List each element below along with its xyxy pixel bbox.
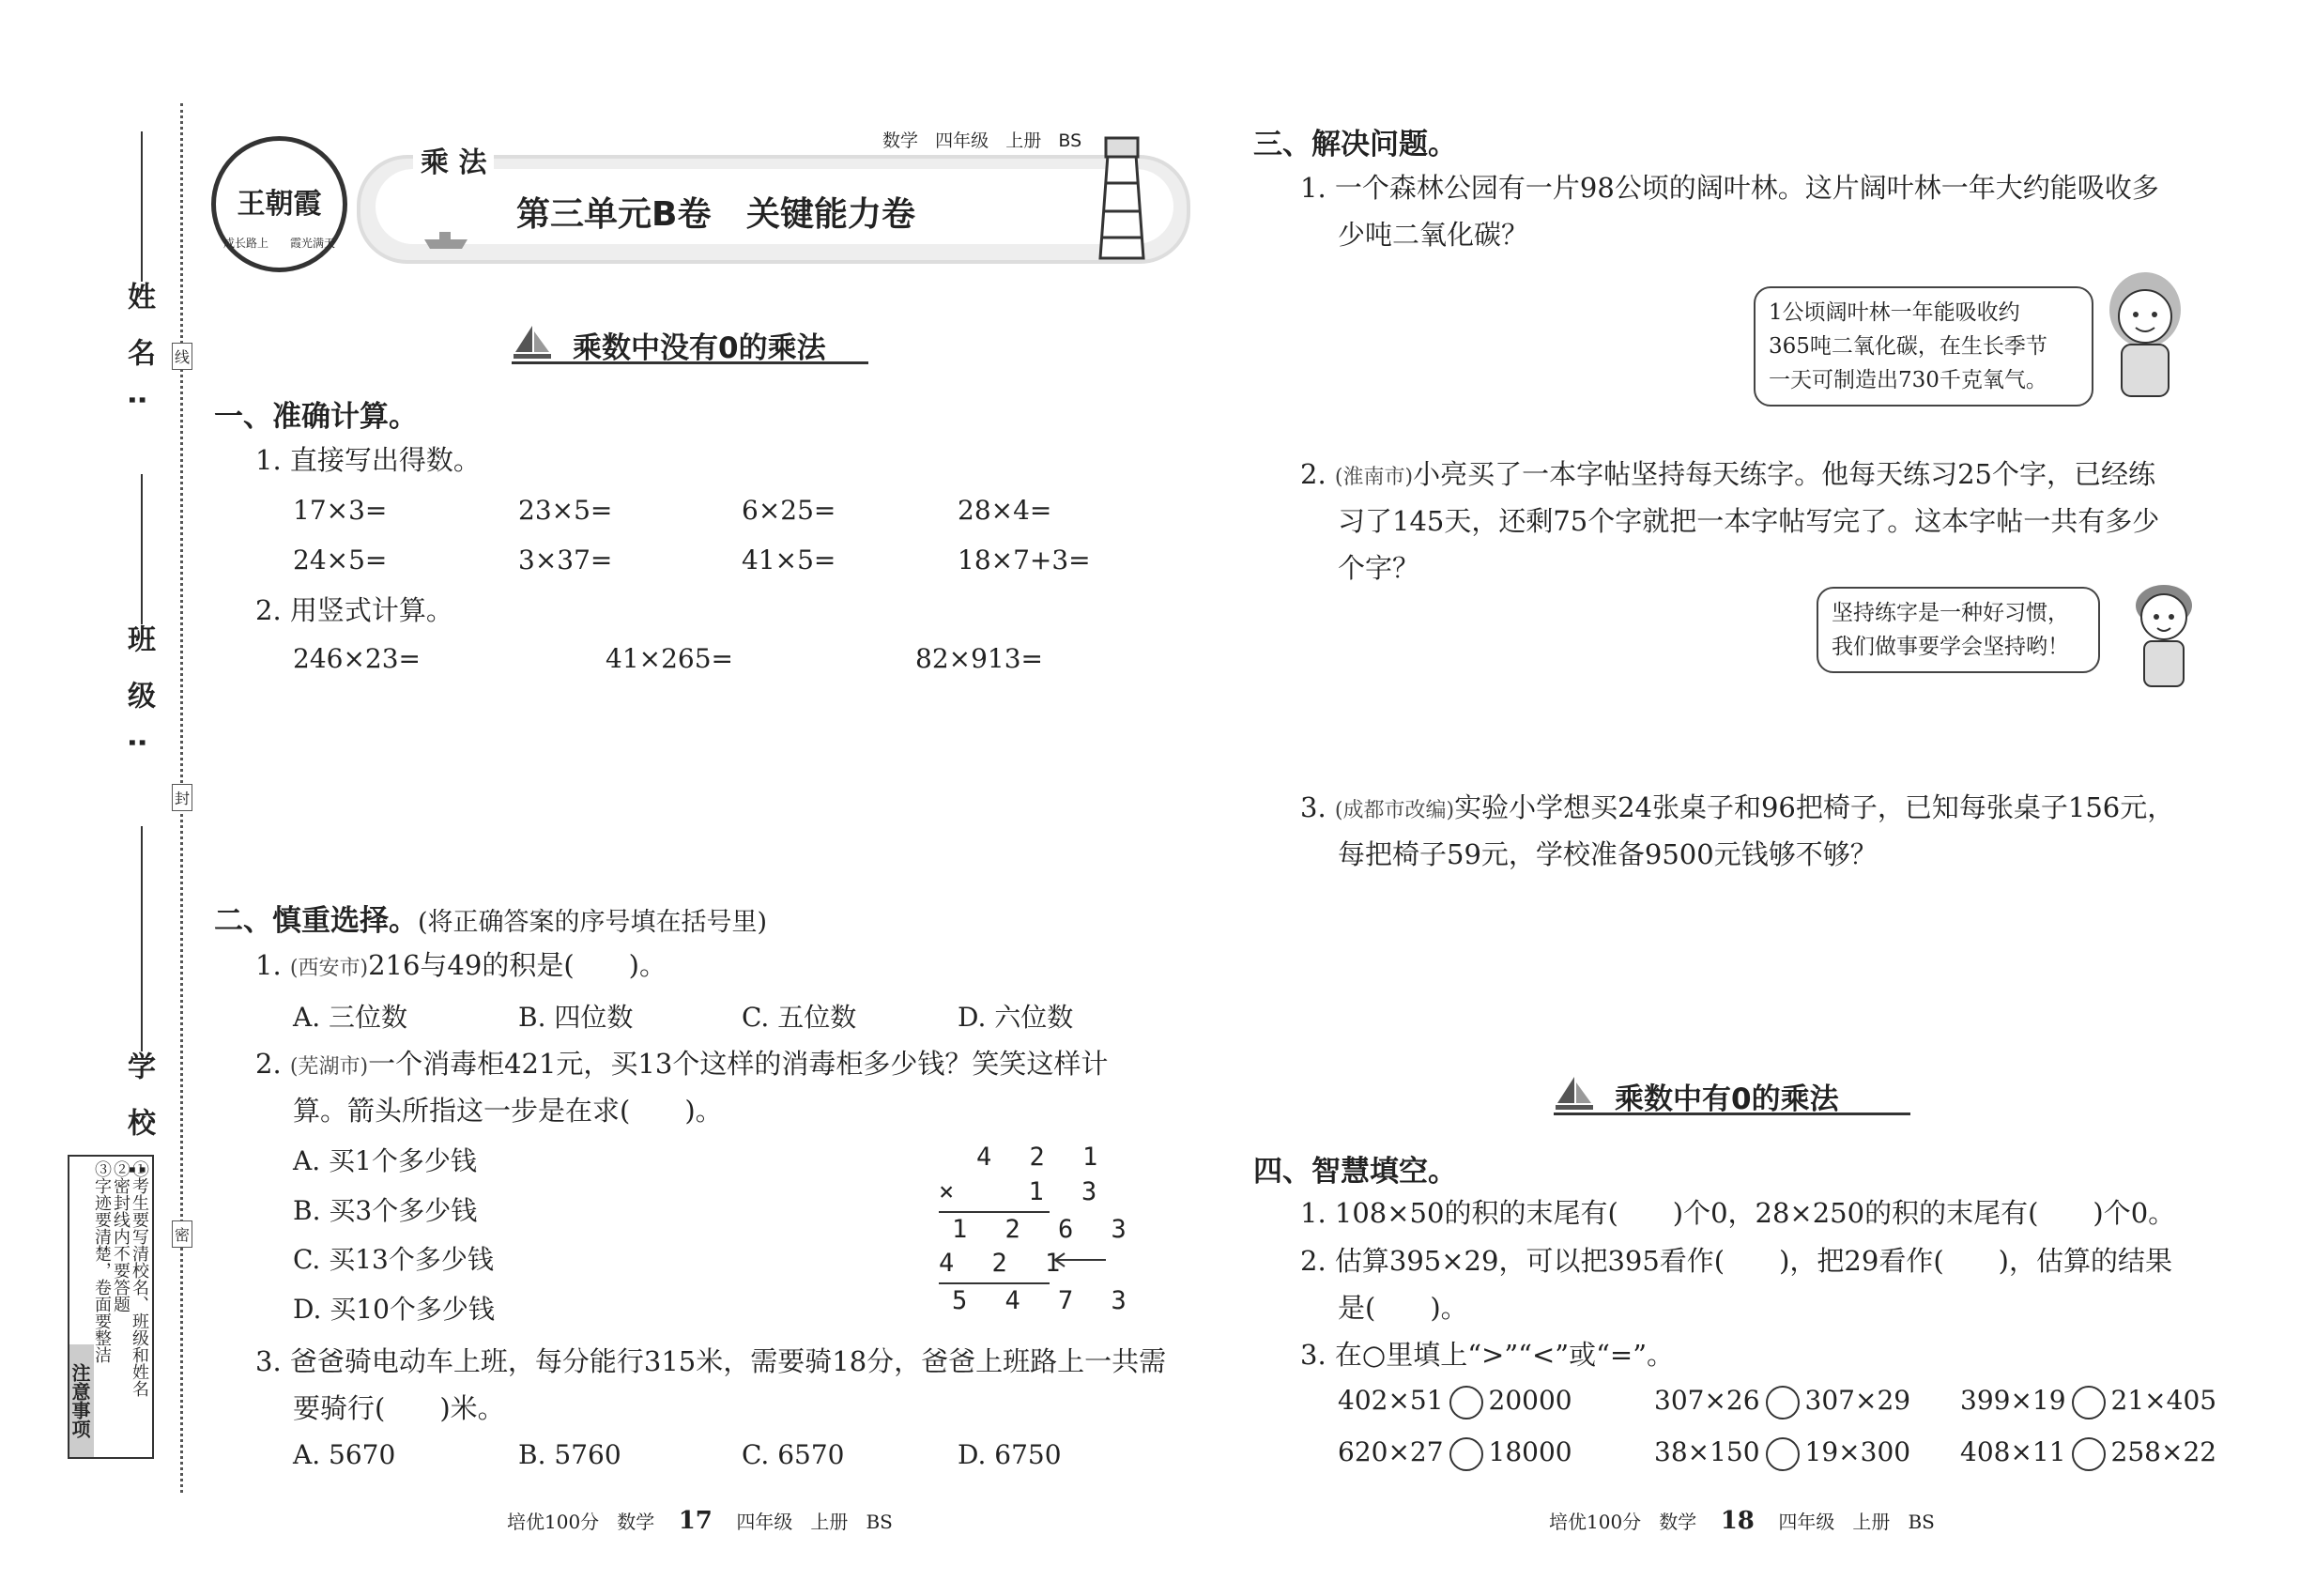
compare-item: 399×19 21×405 (1960, 1385, 2216, 1420)
answer-circle[interactable] (1449, 1437, 1483, 1471)
chapter-label: 乘 法 (413, 139, 494, 180)
p4-q2-line2: 是( )。 (1338, 1292, 1468, 1324)
section-a-title: 乘数中没有0的乘法 (573, 331, 826, 365)
class-blank[interactable] (141, 474, 143, 624)
meta-subject: 数学 (882, 130, 919, 151)
girl-avatar-icon (2093, 268, 2197, 399)
school-label: 学校: (122, 1051, 155, 1204)
page-number: 18 (1720, 1507, 1755, 1535)
answer-circle[interactable] (1766, 1386, 1800, 1420)
notice-title: 注意事项 (69, 1344, 94, 1457)
vertical-calc-item: 82×913= (915, 643, 1043, 674)
calc-item: 23×5= (518, 495, 613, 526)
compare-item: 620×27 18000 (1338, 1436, 1572, 1471)
part2-q2-line1: 2. (芜湖市)一个消毒柜421元，买13个这样的消毒柜多少钱？笑笑这样计 (255, 1048, 1109, 1080)
section-b-underline (1554, 1113, 1910, 1115)
p4-q3: 3. 在○里填上“>”“<”或“=”。 (1300, 1339, 1675, 1371)
compare-item: 307×26 307×29 (1654, 1385, 1910, 1420)
r-q2-line3: 个字？ (1338, 552, 1420, 584)
section-b-title: 乘数中有0的乘法 (1615, 1082, 1839, 1116)
option-b: B. 买3个多少钱 (293, 1195, 478, 1226)
boy-avatar-icon (2122, 577, 2206, 690)
option-b: B. 5760 (518, 1439, 621, 1470)
calc-item: 18×7+3= (958, 545, 1091, 575)
part2-q1: 1. (西安市)216与49的积是( )。 (255, 949, 667, 981)
option-c: C. 6570 (742, 1439, 845, 1470)
vcalc-line: 5 4 7 3 (952, 1286, 1138, 1315)
r-q1-line1: 1. 一个森林公园有一片98公顷的阔叶林。这片阔叶林一年大约能吸收多 (1300, 172, 2159, 204)
option-a: A. 买1个多少钱 (293, 1145, 477, 1176)
name-label: 姓名: (122, 282, 155, 434)
meta-edition: BS (1058, 130, 1082, 151)
calc-item: 24×5= (293, 545, 388, 575)
answer-circle[interactable] (1449, 1386, 1483, 1420)
vertical-calc-item: 41×265= (606, 643, 733, 674)
vcalc-line: 4 2 1 (939, 1249, 1072, 1278)
compare-item: 408×11 258×22 (1960, 1436, 2216, 1471)
hint-bubble: 坚持练字是一种好习惯， 我们做事要学会坚持哟！ (1817, 587, 2100, 673)
source-tag: (淮南市) (1334, 466, 1414, 489)
option-d: D. 6750 (958, 1439, 1062, 1470)
sailboat-icon (1554, 1075, 1595, 1113)
calc-item: 3×37= (518, 545, 613, 575)
option-c: C. 买13个多少钱 (293, 1244, 494, 1275)
notice-item: ②密封线内不要答题 (111, 1160, 130, 1312)
seal-word: 封 (172, 784, 192, 811)
option-d: D. 买10个多少钱 (293, 1294, 495, 1325)
header-meta (882, 127, 1081, 152)
source-tag: (西安市) (289, 957, 369, 980)
name-blank[interactable] (141, 131, 143, 282)
section-a-underline (512, 361, 868, 364)
calc-item: 41×5= (742, 545, 836, 575)
meta-volume: 上册 (1005, 130, 1042, 151)
calc-item: 6×25= (742, 495, 836, 526)
r-q3-line2: 每把椅子59元，学校准备9500元钱够不够？ (1338, 838, 1878, 870)
brand-logo (211, 136, 347, 272)
ship-icon (422, 230, 469, 251)
option-d: D. 六位数 (958, 1002, 1074, 1033)
part2-q3-line2: 要骑行( )米。 (293, 1392, 505, 1424)
notice-items (92, 1160, 148, 1397)
part1-title: 一、准确计算。 (214, 400, 418, 434)
hint-bubble: 1公顷阔叶林一年能吸收约 365吨二氧化碳，在生长季节 一天可制造出730千克氧气。 (1754, 286, 2093, 407)
class-label: 班级: (122, 624, 155, 776)
part1-q1: 1. 直接写出得数。 (255, 444, 481, 476)
notice-item: ③字迹要清楚，卷面要整洁 (92, 1160, 112, 1363)
answer-circle[interactable] (2072, 1437, 2106, 1471)
meta-grade: 四年级 (935, 130, 989, 151)
part2-q2-line2: 算。箭头所指这一步是在求( )。 (293, 1095, 723, 1127)
compare-item: 38×150 19×300 (1654, 1436, 1910, 1471)
part2-header (214, 897, 767, 939)
vcalc-line: × 1 3 (939, 1177, 1109, 1206)
part3-title: 三、解决问题。 (1253, 128, 1457, 161)
compare-item: 402×51 20000 (1338, 1385, 1572, 1420)
r-q2-line1: 2. (淮南市)小亮买了一本字帖坚持每天练字。他每天练习25个字，已经练 (1300, 458, 2155, 490)
logo-text: 王朝霞 (237, 188, 322, 221)
part2-q3-line1: 3. 爸爸骑电动车上班，每分能行315米，需要骑18分，爸爸上班路上一共需 (255, 1345, 1167, 1377)
vcalc-line: 4 2 1 (976, 1143, 1110, 1172)
logo-sub1: 成长路上 (223, 237, 269, 250)
r-q2-line2: 习了145天，还剩75个字就把一本字帖写完了。这本字帖一共有多少 (1338, 505, 2160, 537)
line-word: 线 (172, 343, 192, 370)
source-tag: (成都市改编) (1334, 799, 1455, 822)
calc-item: 17×3= (293, 495, 388, 526)
part4-title: 四、智慧填空。 (1253, 1155, 1457, 1189)
vertical-calc-item: 246×23= (293, 643, 421, 674)
part2-note: (将正确答案的序号填在括号里) (418, 908, 768, 937)
school-blank[interactable] (141, 826, 143, 1051)
sailboat-icon (512, 324, 553, 361)
notice-item: ①考生要写清校名、班级和姓名 (130, 1160, 149, 1397)
notice-box (68, 1155, 154, 1459)
left-footer: 培优100分 数学 17 四年级 上册 BS (507, 1507, 893, 1535)
p4-q1: 1. 108×50的积的末尾有( )个0，28×250的积的末尾有( )个0。 (1300, 1197, 2176, 1229)
r-q1-line2: 少吨二氧化碳？ (1338, 219, 1529, 251)
page-number: 17 (678, 1507, 713, 1535)
lighthouse-icon (1080, 127, 1164, 263)
page-title: 第三单元B卷 关键能力卷 (516, 195, 916, 234)
part1-q2: 2. 用竖式计算。 (255, 594, 453, 626)
answer-circle[interactable] (1766, 1437, 1800, 1471)
vcalc-line: 1 2 6 3 (952, 1215, 1138, 1244)
p4-q2-line1: 2. 估算395×29，可以把395看作( )，把29看作( )，估算的结果 (1300, 1245, 2172, 1277)
arrow-left-icon (1051, 1251, 1108, 1269)
answer-circle[interactable] (2072, 1386, 2106, 1420)
source-tag: (芜湖市) (289, 1055, 369, 1079)
option-a: A. 5670 (293, 1439, 396, 1470)
option-a: A. 三位数 (293, 1002, 408, 1033)
part2-title: 二、慎重选择。 (214, 904, 418, 938)
right-footer: 培优100分 数学 18 四年级 上册 BS (1549, 1507, 1935, 1535)
logo-sub2: 霞光满天 (289, 237, 335, 250)
option-b: B. 四位数 (518, 1002, 634, 1033)
option-c: C. 五位数 (742, 1002, 857, 1033)
secret-word: 密 (172, 1220, 192, 1248)
calc-item: 28×4= (958, 495, 1052, 526)
r-q3-line1: 3. (成都市改编)实验小学想买24张桌子和96把椅子，已知每张桌子156元， (1300, 791, 2175, 823)
